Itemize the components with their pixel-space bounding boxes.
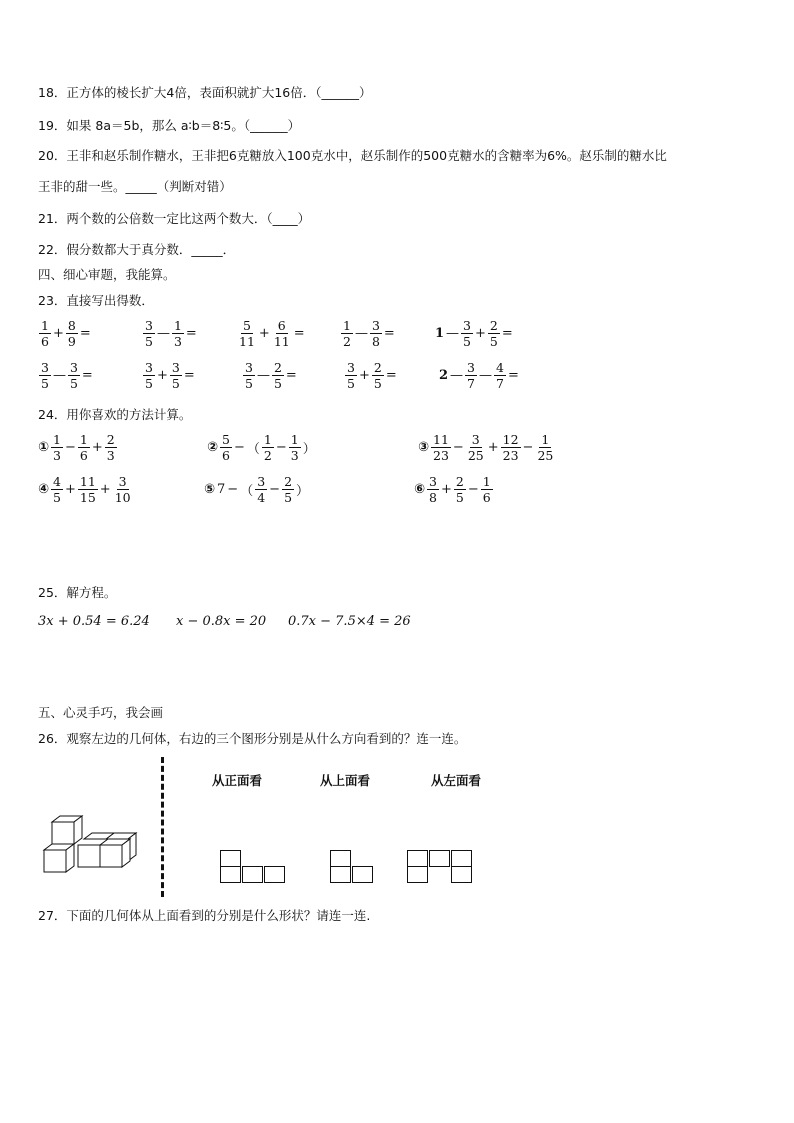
fraction: $\frac{3}{5}$ <box>41 360 49 391</box>
fraction: $\frac{12}{23}$ <box>502 432 519 463</box>
fraction: $\frac{3}{8}$ <box>371 318 380 349</box>
fraction: $\frac{6}{11}$ <box>273 318 290 349</box>
section-4-heading: 四、细心审题，我能算。 <box>38 267 176 282</box>
equation-2: x − 0.8x = 20 <box>176 614 267 629</box>
fraction: $\frac{4}{5}$ <box>53 474 61 505</box>
q23-item-1: $\frac{1}{6}$ + $\frac{8}{9}$ = <box>41 318 91 349</box>
q24-item-6: ⑥ $\frac{3}{8}$ + $\frac{2}{5}$ − $\frac{1}{6}$ <box>414 474 491 505</box>
fraction: $\frac{3}{5}$ <box>145 318 153 349</box>
fraction: $\frac{1}{3}$ <box>290 432 299 463</box>
fraction: $\frac{1}{3}$ <box>173 318 182 349</box>
q23-item-10: 2 — $\frac{3}{7}$ — $\frac{4}{7}$ = <box>439 360 519 391</box>
fraction: $\frac{3}{7}$ <box>467 360 475 391</box>
fraction: $\frac{11}{23}$ <box>433 432 449 463</box>
q23-item-2: $\frac{3}{5}$ — $\frac{1}{3}$ = <box>145 318 197 349</box>
question-19: 19．如果 8a＝5b，那么 a∶b＝8∶5。（______） <box>38 118 301 133</box>
q24-item-3: ③ $\frac{11}{23}$ − $\frac{3}{25}$ + $\frac{12}{23}$ − $\frac{1}{25}$ <box>418 432 554 463</box>
q23-item-6: $\frac{3}{5}$ — $\frac{3}{5}$ = <box>41 360 93 391</box>
fraction: $\frac{1}{6}$ <box>482 474 491 505</box>
equation-3: 0.7x − 7.5×4 = 26 <box>288 614 411 629</box>
fraction: $\frac{5}{11}$ <box>239 318 255 349</box>
fraction: $\frac{3}{8}$ <box>429 474 437 505</box>
equation-1: 3x + 0.54 = 6.24 <box>38 614 150 629</box>
fraction: $\frac{3}{10}$ <box>114 474 131 505</box>
fraction: $\frac{3}{25}$ <box>467 432 484 463</box>
fraction: $\frac{1}{25}$ <box>537 432 554 463</box>
fraction: $\frac{2}{5}$ <box>455 474 464 505</box>
fraction: $\frac{2}{3}$ <box>106 432 115 463</box>
view-label-top: 从上面看 <box>320 773 371 788</box>
section-5-heading: 五、心灵手巧，我会画 <box>38 705 164 720</box>
view-label-front: 从正面看 <box>212 773 263 788</box>
question-21: 21．两个数的公倍数一定比这两个数大．（____） <box>38 211 311 226</box>
fraction: $\frac{3}{4}$ <box>257 474 266 505</box>
q23-item-3: $\frac{5}{11}$ + $\frac{6}{11}$ = <box>239 318 305 349</box>
q23-item-9: $\frac{3}{5}$ + $\frac{2}{5}$ = <box>347 360 397 391</box>
q24-item-4: ④ $\frac{4}{5}$ + $\frac{11}{15}$ + $\frac{3}{10}$ <box>38 474 131 505</box>
question-24: 24．用你喜欢的方法计算。 <box>38 407 192 422</box>
cube-solid-figure <box>40 812 150 878</box>
fraction: $\frac{3}{5}$ <box>347 360 355 391</box>
fraction: $\frac{8}{9}$ <box>67 318 76 349</box>
fraction: $\frac{3}{5}$ <box>145 360 153 391</box>
fraction: $\frac{4}{7}$ <box>496 360 504 391</box>
q24-item-2: ② $\frac{5}{6}$ − （ $\frac{1}{2}$ − $\frac{1}{3}$ ） <box>207 432 316 463</box>
fraction: $\frac{1}{6}$ <box>41 318 49 349</box>
question-23: 23．直接写出得数． <box>38 293 154 308</box>
fraction: $\frac{1}{2}$ <box>263 432 272 463</box>
fraction: $\frac{3}{5}$ <box>245 360 253 391</box>
q24-item-1: ① $\frac{1}{3}$ − $\frac{1}{6}$ + $\frac{2}{3}$ <box>38 432 115 463</box>
fraction: $\frac{1}{2}$ <box>343 318 351 349</box>
question-20-line-2: 王非的甜一些。_____（判断对错） <box>38 179 232 194</box>
fraction: $\frac{1}{3}$ <box>53 432 61 463</box>
dashed-divider <box>161 757 164 897</box>
fraction: $\frac{2}{5}$ <box>273 360 282 391</box>
question-22: 22．假分数都大于真分数．_____． <box>38 242 236 257</box>
q23-item-7: $\frac{3}{5}$ + $\frac{3}{5}$ = <box>145 360 195 391</box>
question-26: 26．观察左边的几何体，右边的三个图形分别是从什么方向看到的？连一连。 <box>38 731 467 746</box>
cube-front-face <box>52 822 74 844</box>
question-27: 27．下面的几何体从上面看到的分别是什么形状？请连一连. <box>38 908 371 923</box>
fraction: $\frac{3}{5}$ <box>463 318 471 349</box>
fraction: $\frac{3}{5}$ <box>69 360 78 391</box>
q23-item-4: $\frac{1}{2}$ — $\frac{3}{8}$ = <box>343 318 395 349</box>
q24-item-5: ⑤ 7 − （ $\frac{3}{4}$ − $\frac{2}{5}$ ） <box>204 474 310 505</box>
fraction: $\frac{3}{5}$ <box>171 360 180 391</box>
q23-item-8: $\frac{3}{5}$ — $\frac{2}{5}$ = <box>245 360 297 391</box>
question-25: 25．解方程。 <box>38 585 117 600</box>
fraction: $\frac{2}{5}$ <box>284 474 293 505</box>
question-20-line-1: 20．王非和赵乐制作糖水，王非把6克糖放入100克水中，赵乐制作的500克糖水的含糖率为6%。赵乐制的糖水比 <box>38 148 667 163</box>
fraction: $\frac{11}{15}$ <box>79 474 96 505</box>
fraction: $\frac{2}{5}$ <box>489 318 498 349</box>
question-18: 18．正方体的棱长扩大4倍，表面积就扩大16倍．（______） <box>38 85 372 100</box>
view-label-left: 从左面看 <box>431 773 482 788</box>
fraction: $\frac{2}{5}$ <box>373 360 382 391</box>
fraction: $\frac{1}{6}$ <box>79 432 88 463</box>
fraction: $\frac{5}{6}$ <box>222 432 230 463</box>
q23-item-5: 1 — $\frac{3}{5}$ + $\frac{2}{5}$ = <box>435 318 513 349</box>
